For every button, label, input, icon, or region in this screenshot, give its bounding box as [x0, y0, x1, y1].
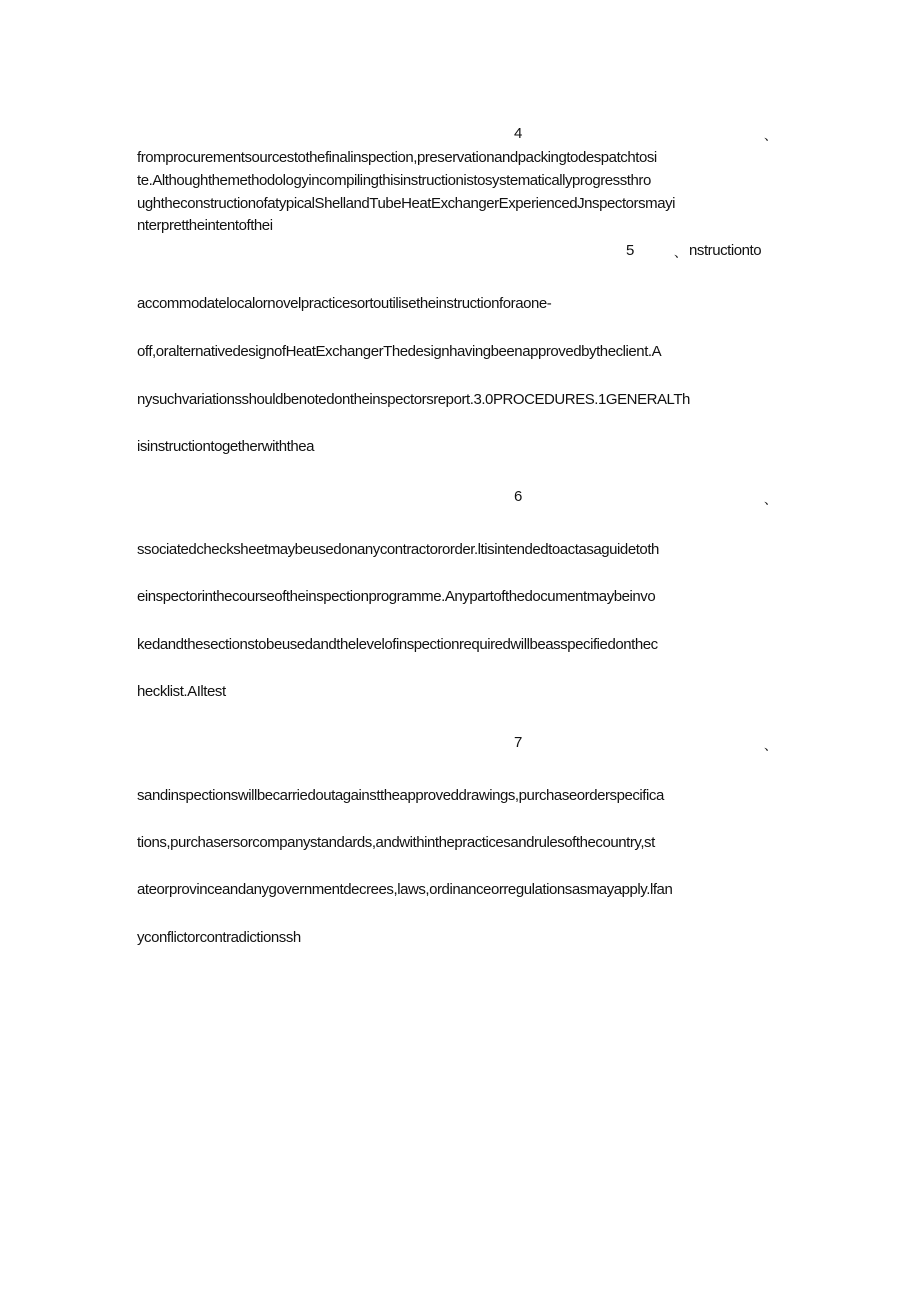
text-line-2: te.Althoughthemethodologyincompilingthisinstructionistosystematicallyprogressthro: [137, 172, 651, 189]
text-line-1: fromprocurementsourcestothefinalinspection,preservationandpackingtodespatchtosi: [137, 149, 657, 166]
text-line-15: ateorprovinceandanygovernmentdecrees,laws,ordinanceorregulationsasmayapply.lfan: [137, 881, 673, 898]
page-marker-7: 7: [514, 734, 523, 751]
text-line-13: sandinspectionswillbecarriedoutagainsttheapproveddrawings,purchaseorderspecifica: [137, 787, 664, 804]
page-marker-5: 5: [626, 242, 635, 259]
text-line-7: nysuchvariationsshouldbenotedontheinspectorsreport.3.0PROCEDURES.1GENERALTh: [137, 391, 690, 408]
page-marker-5-text: nstructionto: [689, 242, 762, 259]
text-line-16: yconflictorcontradictionssh: [137, 929, 301, 946]
text-line-9: ssociatedchecksheetmaybeusedonanycontractororder.ltisintendedtoactasaguidetoth: [137, 541, 659, 558]
text-line-12: hecklist.AIltest: [137, 683, 226, 700]
page-marker-4: 4: [514, 125, 523, 142]
text-line-14: tions,purchasersorcompanystandards,andwithinthepracticesandrulesofthecountry,st: [137, 834, 655, 851]
page-marker-6: 6: [514, 488, 523, 505]
page-marker-6-mark: 、: [764, 492, 778, 507]
text-line-10: einspectorinthecourseoftheinspectionprogramme.Anypartofthedocumentmaybeinvo: [137, 588, 656, 605]
text-line-5: accommodatelocalornovelpracticesortoutilisetheinstructionforaone-: [137, 295, 552, 312]
text-line-6: off,oralternativedesignofHeatExchangerThedesignhavingbeenapprovedbytheclient.A: [137, 343, 662, 360]
text-line-3: ughtheconstructionofatypicalShellandTubeHeatExchangerExperiencedJnspectorsmayi: [137, 195, 676, 212]
page-marker-4-mark: 、: [764, 128, 778, 143]
text-line-11: kedandthesectionstobeusedandthelevelofinspectionrequiredwillbeasspecifiedonthec: [137, 636, 658, 653]
text-line-4: nterprettheintentofthei: [137, 217, 273, 234]
page-marker-7-mark: 、: [764, 738, 778, 753]
text-line-8: isinstructiontogetherwiththea: [137, 438, 315, 455]
page-marker-5-mark: 、: [674, 245, 688, 260]
